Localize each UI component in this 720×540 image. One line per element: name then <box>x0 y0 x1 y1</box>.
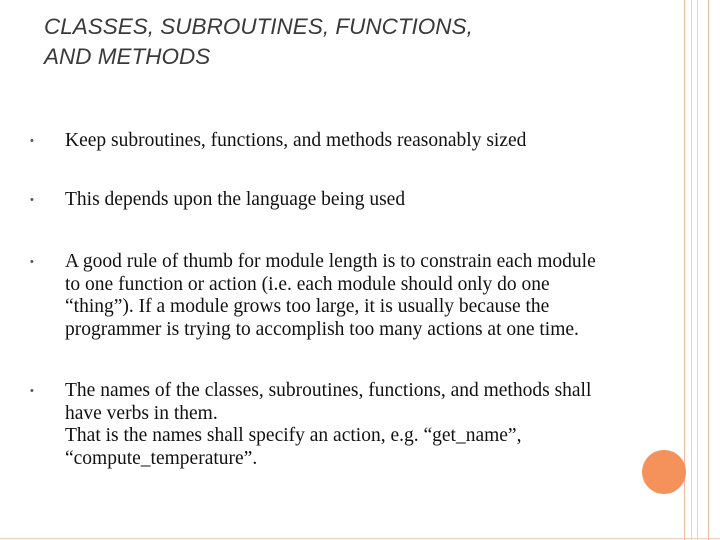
bullet-marker-icon: • <box>30 385 34 397</box>
bullet-marker-icon: • <box>30 256 34 268</box>
bullet-text: A good rule of thumb for module length is to constrain each module to one function or action (i.e. each module should only do one “thing”). If a module grows too large, it is usually because the programmer is trying to accomplish too many actions at one time. <box>65 251 596 340</box>
bullet-marker-icon: • <box>30 135 34 147</box>
decorative-rule <box>708 0 709 540</box>
bullet-text: This depends upon the language being used <box>65 189 406 210</box>
decorative-rule <box>697 0 698 540</box>
bullet-text: Keep subroutines, functions, and methods reasonably sized <box>65 130 527 151</box>
bullet-marker-icon: • <box>30 194 34 206</box>
slide-title: CLASSES, SUBROUTINES, FUNCTIONS, AND METHODS <box>44 14 473 69</box>
decorative-rule-bottom <box>0 538 720 539</box>
decorative-rule <box>691 0 692 540</box>
decorative-rule <box>684 0 685 540</box>
accent-circle <box>642 450 686 494</box>
bullet-text: The names of the classes, subroutines, functions, and methods shall have verbs in them. That is the names shall specify an action, e.g. “get_name”, “compute_temperature”. <box>65 380 592 469</box>
